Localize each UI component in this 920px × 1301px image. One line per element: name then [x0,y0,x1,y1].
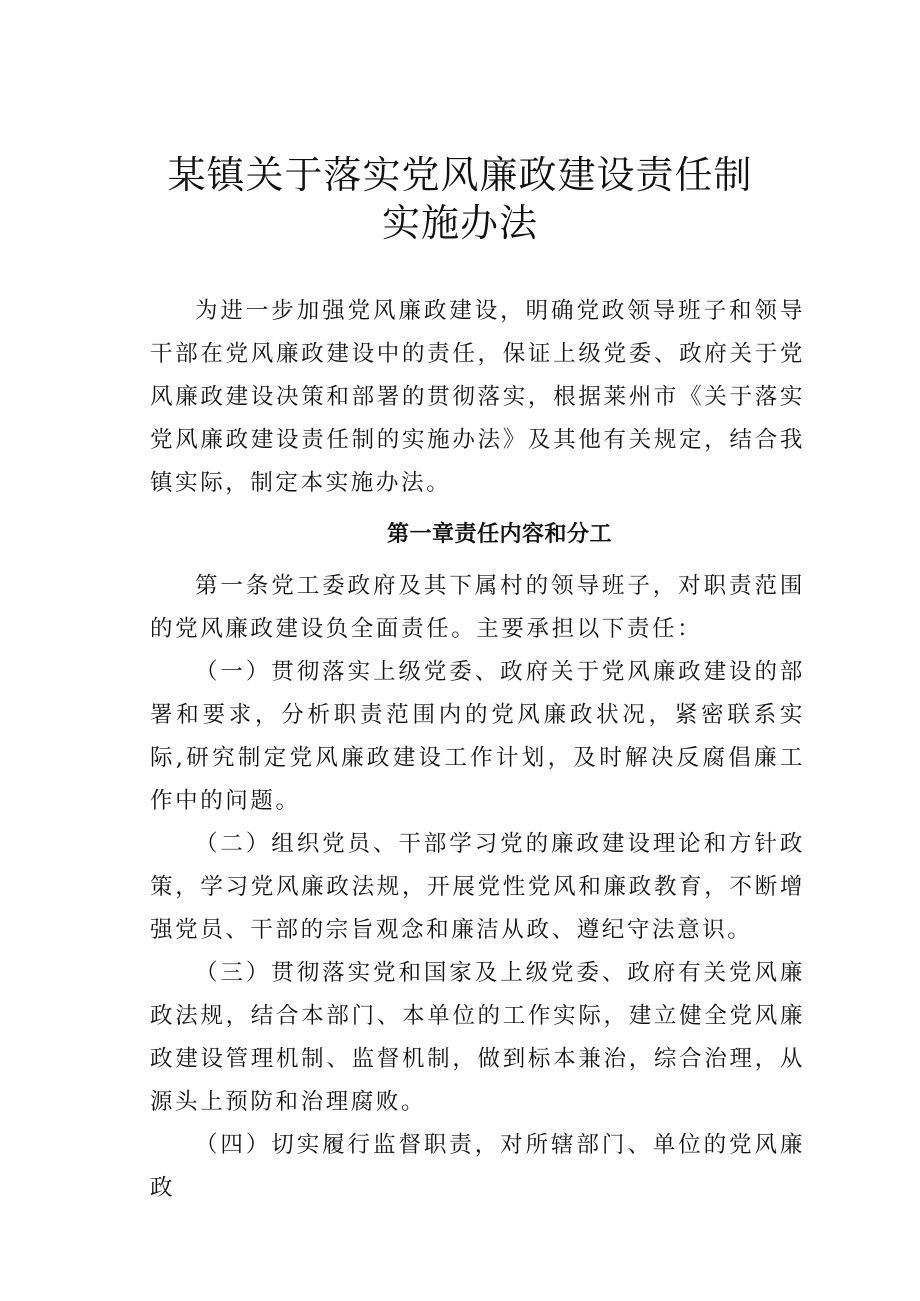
document-title-line1: 某镇关于落实党风廉政建设责任制 [167,153,753,197]
document-body [150,290,805,1210]
intro-paragraph: 为进一步加强党风廉政建设，明确党政领导班子和领导干部在党风廉政建设中的责任，保证上级党委、政府关于党风廉政建设决策和部署的贯彻落实，根据莱州市《关于落实党风廉政建设责任制的实施办法》及其他有关规定，结合我镇实际，制定本实施办法。 [150,298,805,496]
item-4-paragraph: （四）切实履行监督职责，对所辖部门、单位的党风廉政 [150,1132,805,1201]
document-title-line2: 实施办法 [381,201,538,245]
item-3-paragraph: （三）贯彻落实党和国家及上级党委、政府有关党风廉政法规，结合本部门、本单位的工作实际，建立健全党风廉政建设管理机制、监督机制，做到标本兼治，综合治理，从源头上预防和治理腐败。 [150,960,805,1115]
item-1-paragraph: （一）贯彻落实上级党委、政府关于党风廉政建设的部署和要求，分析职责范围内的党风廉政状况，紧密联系实际,研究制定党风廉政建设工作计划，及时解决反腐倡廉工作中的问题。 [150,659,805,814]
chapter-heading: 第一章责任内容和分工 [386,522,612,547]
item-2-paragraph: （二）组织党员、干部学习党的廉政建设理论和方针政策，学习党风廉政法规，开展党性党风和廉政教育，不断增强党员、干部的宗旨观念和廉洁从政、遵纪守法意识。 [150,831,805,943]
article-1-paragraph: 第一条党工委政府及其下属村的领导班子，对职责范围的党风廉政建设负全面责任。主要承担以下责任： [150,573,805,642]
